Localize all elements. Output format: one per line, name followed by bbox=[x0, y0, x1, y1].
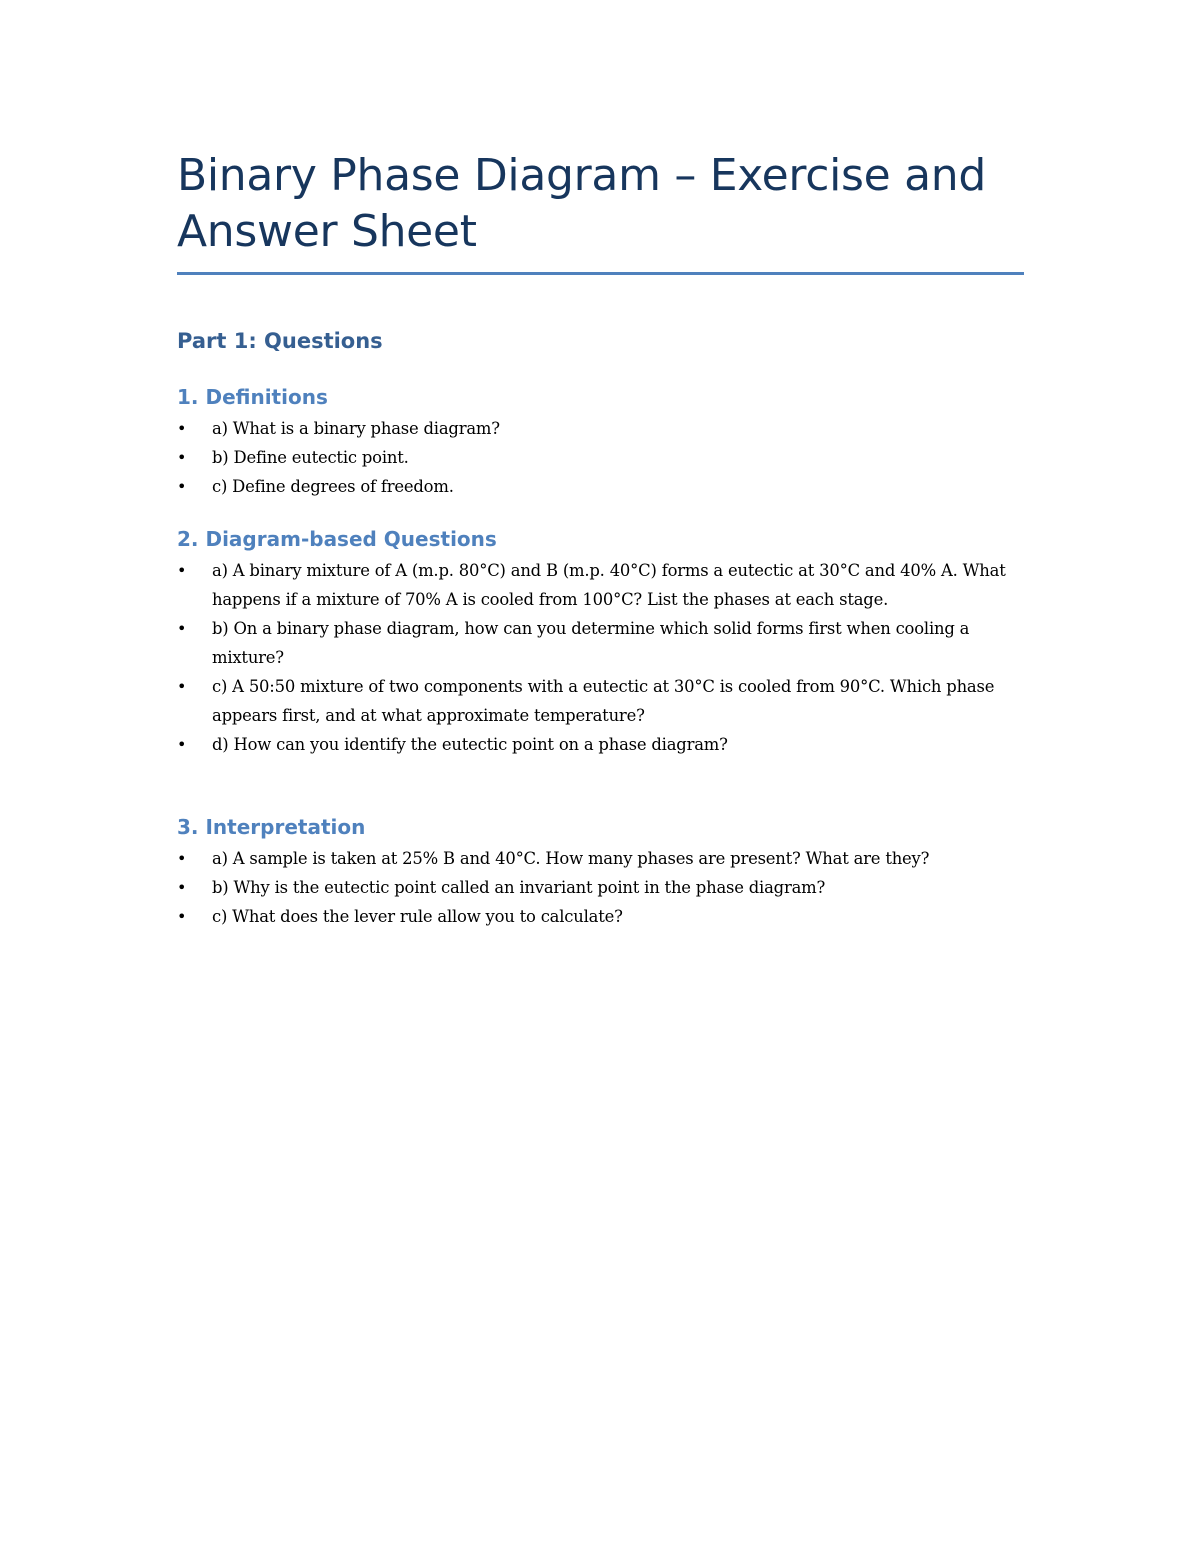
list-item bbox=[177, 556, 1024, 614]
bullet-icon: • bbox=[177, 907, 187, 926]
list-item bbox=[177, 730, 1024, 759]
list-item bbox=[177, 614, 1024, 672]
list-item bbox=[177, 844, 1024, 873]
question-text: c) What does the lever rule allow you to calculate? bbox=[212, 907, 623, 926]
question-text: a) A binary mixture of A (m.p. 80°C) and B (m.p. 40°C) forms a eutectic at 30°C and 40% A. What happens if a mixture of 70% A is cooled from 100°C? List the phases at each stage. bbox=[212, 561, 1006, 609]
document-title: Binary Phase Diagram – Exercise and Answer Sheet bbox=[177, 150, 986, 257]
section-diagram-based-questions bbox=[177, 524, 1024, 759]
question-text: d) How can you identify the eutectic point on a phase diagram? bbox=[212, 735, 728, 754]
question-list bbox=[177, 414, 1024, 501]
section-heading: 1. Definitions bbox=[177, 385, 328, 409]
bullet-icon: • bbox=[177, 735, 187, 754]
question-text: a) A sample is taken at 25% B and 40°C. How many phases are present? What are they? bbox=[212, 849, 930, 868]
bullet-icon: • bbox=[177, 677, 187, 696]
bullet-icon: • bbox=[177, 849, 187, 868]
question-list bbox=[177, 844, 1024, 931]
list-item bbox=[177, 902, 1024, 931]
list-item bbox=[177, 672, 1024, 730]
section-interpretation bbox=[177, 812, 1024, 931]
list-item bbox=[177, 873, 1024, 902]
bullet-icon: • bbox=[177, 448, 187, 467]
part-heading: Part 1: Questions bbox=[177, 329, 383, 353]
list-item bbox=[177, 414, 1024, 443]
section-definitions bbox=[177, 382, 1024, 501]
list-item bbox=[177, 443, 1024, 472]
bullet-icon: • bbox=[177, 561, 187, 580]
question-text: c) Define degrees of freedom. bbox=[212, 477, 454, 496]
question-text: b) Define eutectic point. bbox=[212, 448, 409, 467]
section-heading: 3. Interpretation bbox=[177, 815, 366, 839]
question-list bbox=[177, 556, 1024, 759]
title-underline-divider bbox=[177, 272, 1024, 275]
bullet-icon: • bbox=[177, 619, 187, 638]
question-text: a) What is a binary phase diagram? bbox=[212, 419, 500, 438]
bullet-icon: • bbox=[177, 477, 187, 496]
bullet-icon: • bbox=[177, 419, 187, 438]
question-text: c) A 50:50 mixture of two components with a eutectic at 30°C is cooled from 90°C. Which phase appears first, and at what approximate temperature? bbox=[212, 677, 995, 725]
bullet-icon: • bbox=[177, 878, 187, 897]
question-text: b) On a binary phase diagram, how can you determine which solid forms first when cooling a mixture? bbox=[212, 619, 970, 667]
question-text: b) Why is the eutectic point called an invariant point in the phase diagram? bbox=[212, 878, 826, 897]
section-heading: 2. Diagram-based Questions bbox=[177, 527, 497, 551]
list-item bbox=[177, 472, 1024, 501]
